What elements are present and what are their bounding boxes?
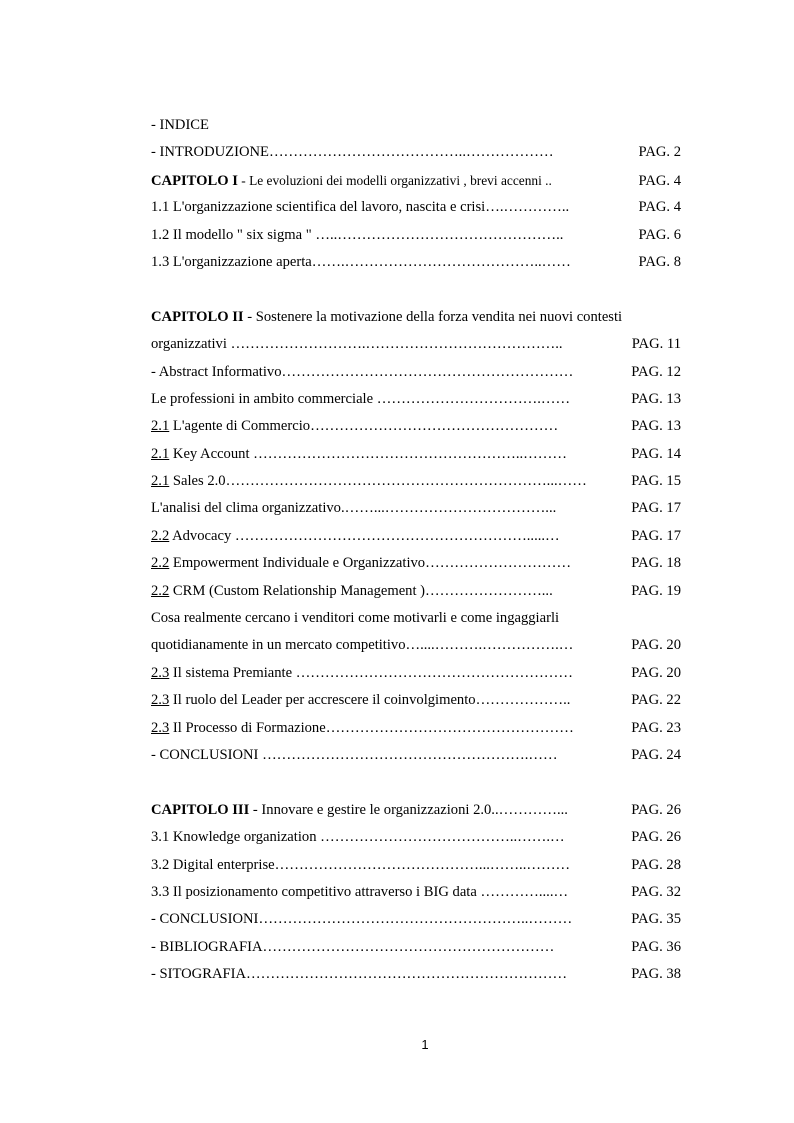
- toc-leader-dots: ……………………………………………….……: [262, 746, 558, 763]
- toc-entry[interactable]: [151, 468, 681, 495]
- toc-entry[interactable]: [151, 194, 681, 221]
- toc-leader-dots: …….…………………………………..……: [311, 253, 571, 270]
- toc-entry-title: 1.1 L'organizzazione scientifica del lavoro, nascita e crisi: [151, 199, 486, 216]
- toc-entry-title: - CONCLUSIONI: [151, 746, 263, 763]
- toc-page-number: PAG. 4: [638, 199, 681, 216]
- toc-entry-title: quotidianamente in un mercato competitivo: [151, 637, 406, 654]
- toc-page-number: PAG. 4: [638, 172, 681, 189]
- chapter-title-cont: organizzativi: [151, 336, 231, 353]
- toc-heading-indice: [151, 112, 681, 139]
- toc-entry-title: Il ruolo del Leader per accrescere il coinvolgimento: [169, 692, 476, 709]
- toc-page-number: PAG. 8: [638, 253, 681, 270]
- toc-chapter-2[interactable]: [151, 304, 681, 331]
- toc-leader-dots: ………………..: [475, 692, 571, 709]
- toc-leader-dots: …....……….…………….…: [405, 637, 574, 654]
- toc-leader-dots: ………………………………………………..………: [253, 445, 567, 462]
- chapter-title: - Innovare e gestire le organizzazioni 2.0..: [249, 801, 499, 818]
- toc-page-number: PAG. 26: [631, 801, 681, 818]
- toc-page-number: PAG. 17: [631, 527, 681, 544]
- toc-chapter-3[interactable]: [151, 797, 681, 824]
- toc-entry-title: Advocacy: [169, 527, 235, 544]
- toc-page-number: PAG. 13: [631, 390, 681, 407]
- toc-entry[interactable]: [151, 687, 681, 714]
- toc-entry-title: CRM (Custom Relationship Management ): [169, 582, 426, 599]
- section-number-link[interactable]: 2.2: [151, 527, 170, 544]
- toc-leader-dots: ……………………………………………………: [262, 938, 555, 955]
- toc-leader-dots: …………....…: [480, 883, 569, 900]
- toc-entry-venditori[interactable]: [151, 605, 681, 632]
- toc-page-number: PAG. 20: [631, 637, 681, 654]
- toc-entry[interactable]: [151, 249, 681, 276]
- toc-leader-dots: …………...: [498, 801, 568, 818]
- toc-leader-dots: …………………………………………………………...……: [225, 473, 587, 490]
- toc-entry[interactable]: [151, 715, 681, 742]
- toc-page-number: PAG. 13: [631, 418, 681, 435]
- toc-page-number: PAG. 11: [631, 336, 681, 353]
- toc-leader-dots: …………………………….……: [376, 390, 571, 407]
- chapter-label: CAPITOLO I: [151, 172, 238, 189]
- toc-leader-dots: ….…………..: [485, 199, 570, 216]
- toc-entry[interactable]: [151, 222, 681, 249]
- chapter-label: CAPITOLO II: [151, 308, 244, 325]
- toc-entry-title: L'analisi del clima organizzativo: [151, 500, 341, 517]
- section-number-link[interactable]: 2.1: [151, 473, 170, 490]
- toc-entry-title: 3.3 Il posizionamento competitivo attraverso i BIG data: [151, 883, 481, 900]
- toc-entry-title: Sales 2.0: [169, 473, 226, 490]
- toc-page-number: PAG. 35: [631, 911, 681, 928]
- toc-heading-text: - INDICE: [151, 117, 209, 133]
- toc-leader-dots: …..………………………………………..: [315, 226, 564, 243]
- toc-entry-conclusioni[interactable]: [151, 906, 681, 933]
- toc-page-number: PAG. 19: [631, 582, 681, 599]
- toc-entry-title: Le professioni in ambito commerciale: [151, 390, 377, 407]
- toc-entry-title: - BIBLIOGRAFIA: [151, 938, 263, 955]
- section-number-link[interactable]: 2.2: [151, 555, 170, 572]
- chapter-title: - Le evoluzioni dei modelli organizzativi , brevi accenni ..: [237, 172, 552, 188]
- toc-leader-dots: ……………………………………………: [310, 418, 559, 435]
- toc-entry-title: 3.2 Digital enterprise: [151, 856, 275, 873]
- toc-page-number: PAG. 20: [631, 664, 681, 681]
- section-number-link[interactable]: 2.1: [151, 445, 170, 462]
- toc-entry-professioni[interactable]: [151, 386, 681, 413]
- toc-chapter-2-continued[interactable]: [151, 331, 681, 358]
- toc-entry-title: L'agente di Commercio: [169, 418, 311, 435]
- toc-entry[interactable]: [151, 550, 681, 577]
- chapter-title: - Sostenere la motivazione della forza vendita nei nuovi contesti: [243, 308, 623, 325]
- section-spacer: [151, 276, 681, 303]
- toc-leader-dots: …………………………………..…….…: [320, 829, 565, 846]
- section-number-link[interactable]: 2.3: [151, 664, 170, 681]
- toc-leader-dots: ……………………………………...……..………: [274, 856, 571, 873]
- toc-entry-abstract[interactable]: [151, 359, 681, 386]
- toc-leader-dots: …………………………………………………………: [246, 966, 568, 983]
- toc-leader-dots: ……………………….…………………………………..: [230, 336, 563, 353]
- table-of-contents: [151, 112, 681, 989]
- toc-leader-dots: ……………………...: [425, 582, 553, 599]
- toc-leader-dots: …………………………………..………………: [268, 144, 554, 161]
- toc-entry-title: Cosa realmente cercano i venditori come motivarli e come ingaggiarli: [151, 610, 560, 627]
- toc-entry-title: 1.3 L'organizzazione aperta: [151, 253, 312, 270]
- toc-entry-venditori-continued[interactable]: [151, 632, 681, 659]
- toc-entry-title: 1.2 Il modello " six sigma ": [151, 226, 316, 243]
- toc-chapter-1[interactable]: [151, 167, 681, 194]
- toc-leader-dots: ……………………………………………………: [281, 363, 574, 380]
- toc-entry[interactable]: [151, 413, 681, 440]
- toc-page-number: PAG. 17: [631, 500, 681, 517]
- toc-page-number: PAG. 12: [631, 363, 681, 380]
- toc-page-number: PAG. 15: [631, 473, 681, 490]
- toc-leader-dots: ………………………………………………..………: [258, 911, 573, 928]
- toc-entry-introduzione[interactable]: [151, 139, 681, 166]
- chapter-label: CAPITOLO III: [151, 801, 250, 818]
- section-number-link[interactable]: 2.1: [151, 418, 170, 435]
- toc-page-number: PAG. 26: [631, 829, 681, 846]
- toc-entry-title: Key Account: [169, 445, 254, 462]
- toc-entry[interactable]: [151, 824, 681, 851]
- toc-entry[interactable]: [151, 879, 681, 906]
- toc-leader-dots: …………………………………………………….....…: [234, 527, 560, 544]
- toc-entry-title: Il sistema Premiante: [169, 664, 296, 681]
- toc-leader-dots: …………………………………………………: [295, 664, 573, 681]
- toc-entry[interactable]: [151, 578, 681, 605]
- toc-entry-bibliografia[interactable]: [151, 934, 681, 961]
- toc-entry-clima[interactable]: [151, 495, 681, 522]
- toc-entry-title: - CONCLUSIONI: [151, 911, 259, 928]
- toc-entry[interactable]: [151, 523, 681, 550]
- toc-page-number: PAG. 24: [631, 746, 681, 763]
- toc-page-number: PAG. 6: [638, 226, 681, 243]
- section-number-link[interactable]: 2.2: [151, 582, 170, 599]
- toc-page-number: PAG. 22: [631, 692, 681, 709]
- toc-page-number: PAG. 36: [631, 938, 681, 955]
- toc-page-number: PAG. 2: [638, 144, 681, 161]
- toc-entry-title: Il Processo di Formazione: [169, 719, 326, 736]
- toc-page-number: PAG. 18: [631, 555, 681, 572]
- toc-entry-title: Empowerment Individuale e Organizzativo: [169, 555, 426, 572]
- toc-entry-title: - INTRODUZIONE: [151, 144, 269, 161]
- toc-page-number: PAG. 14: [631, 445, 681, 462]
- toc-entry-title: - Abstract Informativo: [151, 363, 282, 380]
- toc-leader-dots: …………………………: [425, 555, 572, 572]
- page-number: 1: [421, 1037, 429, 1052]
- section-spacer: [151, 769, 681, 796]
- toc-leader-dots: ……………………………………………: [325, 719, 574, 736]
- toc-page-number: PAG. 38: [631, 966, 681, 983]
- toc-entry[interactable]: [151, 852, 681, 879]
- section-number-link[interactable]: 2.3: [151, 719, 170, 736]
- toc-page-number: PAG. 23: [631, 719, 681, 736]
- toc-entry[interactable]: [151, 441, 681, 468]
- toc-entry[interactable]: [151, 660, 681, 687]
- toc-page-number: PAG. 32: [631, 883, 681, 900]
- toc-page-number: PAG. 28: [631, 856, 681, 873]
- toc-entry-sitografia[interactable]: [151, 961, 681, 988]
- toc-entry-conclusioni[interactable]: [151, 742, 681, 769]
- toc-leader-dots: .……...……………………………...: [340, 500, 557, 517]
- toc-entry-title: - SITOGRAFIA: [151, 966, 247, 983]
- section-number-link[interactable]: 2.3: [151, 692, 170, 709]
- toc-entry-title: 3.1 Knowledge organization: [151, 829, 321, 846]
